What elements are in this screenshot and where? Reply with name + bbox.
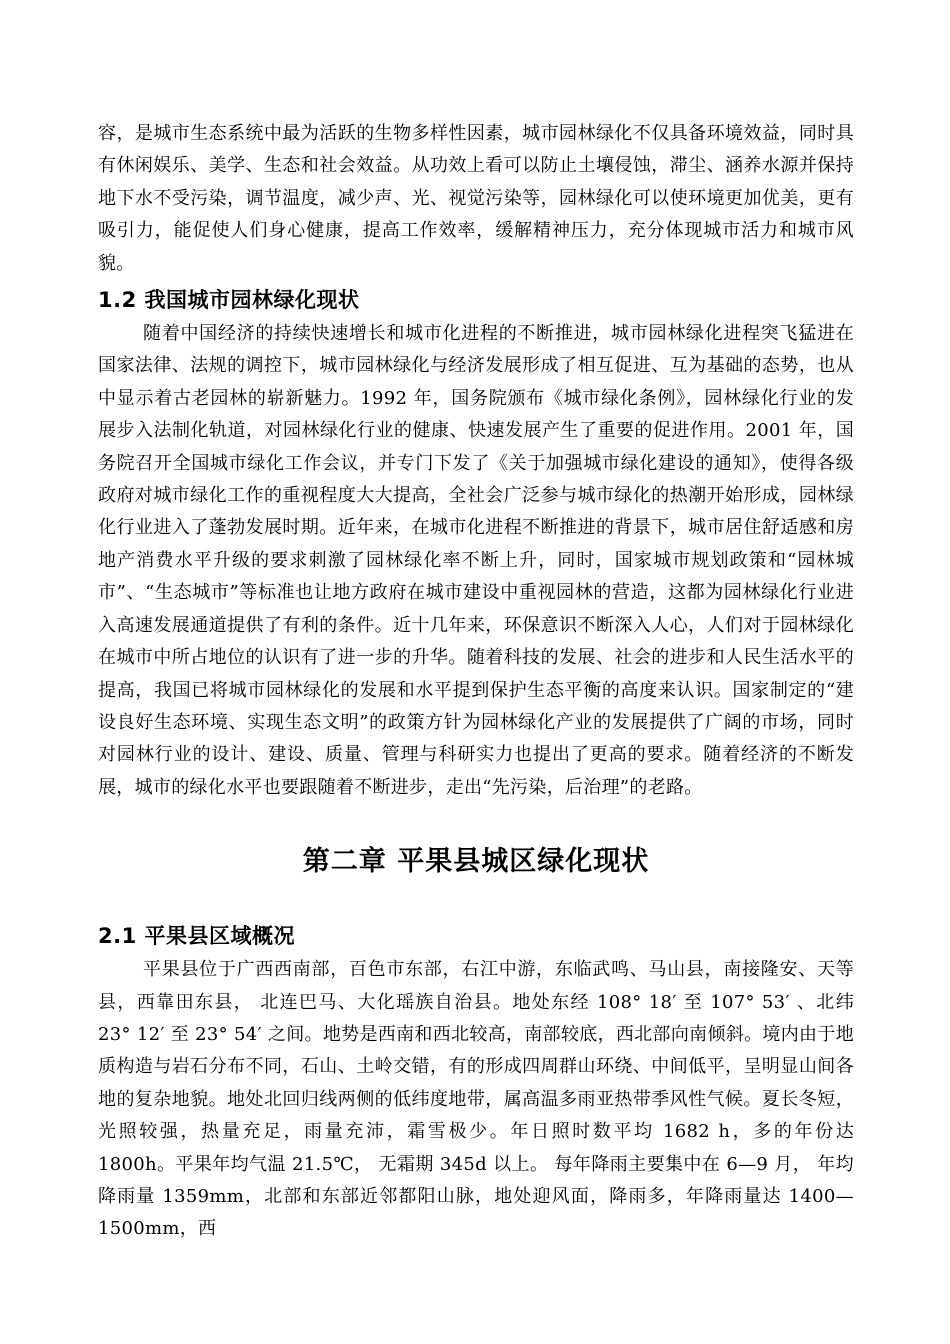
section-2-1-paragraph: 平果县位于广西西南部，百色市东部，右江中游，东临武鸣、马山县，南接隆安、天等县，西靠田东县， 北连巴马、大化瑶族自治县。地处东经 108° 18′ 至 107° 53′ 、北纬 23° 12′ 至 23° 54′ 之间。地势是西南和西北较高，南部较底，西北部向南倾斜。境内由于地质构造与岩石分布不同，石山、土岭交错，有的形成四周群山环绕、中间低平，呈明显山间各地的复杂地貌。地处北回归线两侧的低纬度地带，属高温多雨亚热带季风性气候。夏长冬短，光照较强，热量充足，雨量充沛，霜雪极少。年日照时数平均 1682 h，多的年份达 1800h。平果年均气温 21.5℃， 无霜期 345d 以上。 每年降雨主要集中在 6—9 月， 年均降雨量 1359mm，北部和东部近邻都阳山脉，地处迎风面，降雨多，年降雨量达 1400—1500mm，西	[98, 959, 854, 1240]
document-page	[98, 118, 854, 1246]
section-heading-1-2: 1.2 我国城市园林绿化现状	[98, 288, 360, 313]
chapter-2-heading: 第二章 平果县城区绿化现状	[302, 846, 650, 878]
intro-paragraph: 容，是城市生态系统中最为活跃的生物多样性因素，城市园林绿化不仅具备环境效益，同时具有休闲娱乐、美学、生态和社会效益。从功效上看可以防止土壤侵蚀，滞尘、涵养水源并保持地下水不受污染，调节温度，减少声、光、视觉污染等，园林绿化可以使环境更加优美，更有吸引力，能促使人们身心健康，提高工作效率，缓解精神压力，充分体现城市活力和城市风貌。	[98, 123, 854, 274]
section-heading-2-1: 2.1 平果县区域概况	[98, 924, 296, 949]
section-1-2-paragraph: 随着中国经济的持续快速增长和城市化进程的不断推进，城市园林绿化进程突飞猛进在国家法律、法规的调控下，城市园林绿化与经济发展形成了相互促进、互为基础的态势，也从中显示着古老园林的崭新魅力。1992 年，国务院颁布《城市绿化条例》，园林绿化行业的发展步入法制化轨道，对园林绿化行业的健康、快速发展产生了重要的促进作用。2001 年，国务院召开全国城市绿化工作会议，并专门下发了《关于加强城市绿化建设的通知》，使得各级政府对城市绿化工作的重视程度大大提高，全社会广泛参与城市绿化的热潮开始形成，园林绿化行业进入了蓬勃发展时期。近年来，在城市化进程不断推进的背景下，城市居住舒适感和房地产消费水平升级的要求刺激了园林绿化率不断上升，同时，国家城市规划政策和“园林城市”、“生态城市”等标准也让地方政府在城市建设中重视园林的营造，这都为园林绿化行业进入高速发展通道提供了有利的条件。近十几年来，环保意识不断深入人心，人们对于园林绿化在城市中所占地位的认识有了进一步的升华。随着科技的发展、社会的进步和人民生活水平的提高，我国已将城市园林绿化的发展和水平提到保护生态平衡的高度来认识。国家制定的“建设良好生态环境、实现生态文明”的政策方针为园林绿化产业的发展提供了广阔的市场，同时对园林行业的设计、建设、质量、管理与科研实力也提出了更高的要求。随着经济的不断发展，城市的绿化水平也要跟随着不断进步，走出“先污染，后治理”的老路。	[98, 323, 854, 798]
